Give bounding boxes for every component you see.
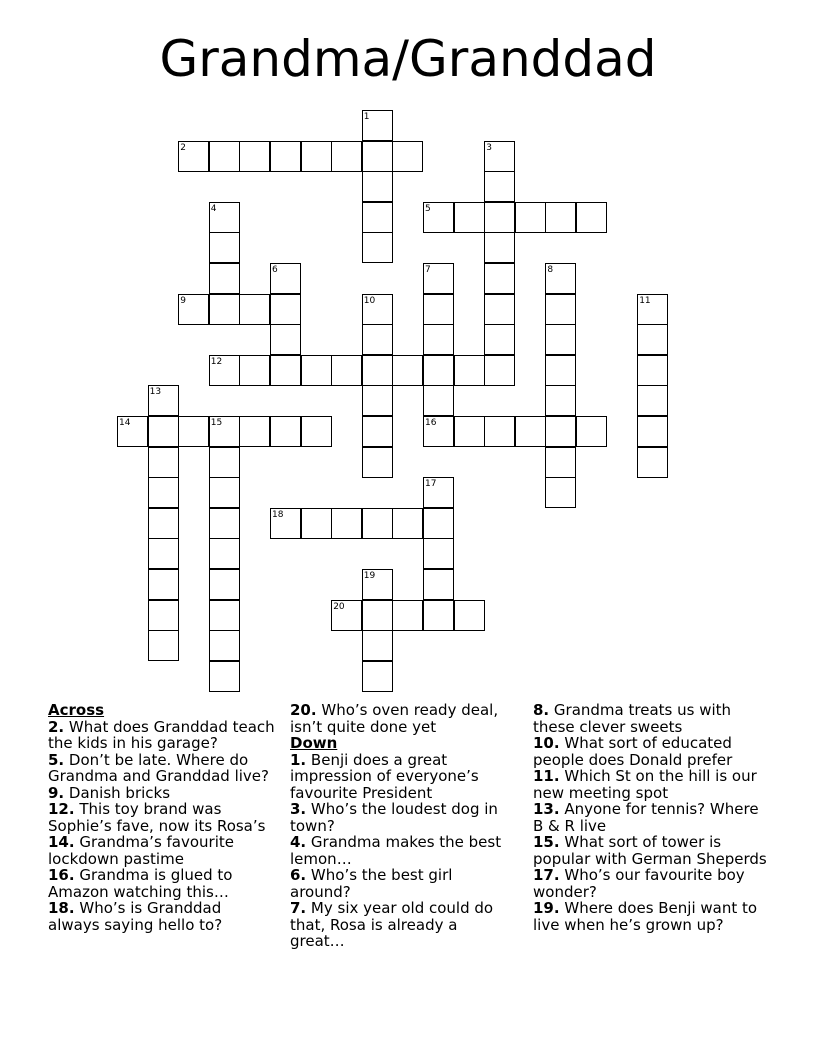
grid-cell[interactable] <box>576 416 607 447</box>
grid-cell[interactable] <box>423 355 454 386</box>
clue-number: 11 <box>639 295 651 306</box>
clue-number: 8 <box>547 265 554 275</box>
grid-cell[interactable] <box>423 569 454 600</box>
page-title: Grandma/Granddad <box>159 30 657 88</box>
clue-number: 17 <box>425 479 437 490</box>
clue-number: 14 <box>119 418 131 428</box>
grid-cell[interactable] <box>362 385 393 416</box>
grid-cell[interactable] <box>454 416 485 447</box>
grid-cell[interactable] <box>178 416 209 447</box>
down-header: Down <box>290 734 338 752</box>
grid-cell[interactable] <box>545 477 576 508</box>
clue-number: 13 <box>149 387 162 398</box>
grid-cell[interactable] <box>209 630 240 661</box>
grid-cell[interactable] <box>362 324 393 355</box>
grid-cell[interactable] <box>209 141 240 172</box>
grid-cell[interactable] <box>331 141 362 172</box>
grid-cell[interactable] <box>270 324 301 355</box>
grid-cell[interactable] <box>239 355 270 386</box>
grid-cell[interactable] <box>148 538 179 569</box>
clue-number: 9 <box>180 295 186 306</box>
clue-number: 3 <box>486 142 492 153</box>
grid-cell[interactable] <box>484 263 515 294</box>
grid-cell[interactable] <box>637 324 668 355</box>
grid-cell[interactable] <box>545 447 576 478</box>
grid-cell[interactable] <box>209 294 240 325</box>
clue-number: 20 <box>333 601 345 612</box>
clue-number: 6 <box>272 265 278 275</box>
grid-cell[interactable] <box>362 661 393 692</box>
grid-cell[interactable] <box>545 355 576 386</box>
grid-cell[interactable] <box>362 171 393 202</box>
grid-cell[interactable] <box>423 294 454 325</box>
grid-cell[interactable] <box>484 355 515 386</box>
grid-cell[interactable] <box>576 202 607 233</box>
grid-cell[interactable] <box>484 171 515 202</box>
grid-cell[interactable] <box>423 508 454 539</box>
clue-down-17: 17. Who’s our favourite boy wonder? <box>533 866 745 901</box>
grid-cell[interactable] <box>148 630 179 661</box>
clue-down-19: 19. Where does Benji want to live when he’s grown up? <box>533 899 758 934</box>
clue-number: 12 <box>210 356 223 367</box>
clue-number: 18 <box>272 509 284 520</box>
clue-number: 16 <box>425 418 437 428</box>
grid-cell[interactable] <box>545 416 576 447</box>
clue-across-9: 9. Danish bricks <box>48 783 171 802</box>
grid-cell[interactable] <box>545 202 576 233</box>
grid-cell[interactable] <box>148 416 179 447</box>
grid-cell[interactable] <box>148 508 179 539</box>
grid-cell[interactable] <box>362 600 393 631</box>
grid-cell[interactable] <box>239 294 270 325</box>
clues-column-2 <box>290 702 516 950</box>
grid-cell[interactable] <box>331 508 362 539</box>
grid-cell[interactable] <box>362 447 393 478</box>
grid-cell[interactable] <box>239 416 270 447</box>
grid-cell[interactable] <box>423 385 454 416</box>
grid-cell[interactable] <box>209 661 240 692</box>
grid-cell[interactable] <box>148 600 179 631</box>
clue-down-8: 8. Grandma treats us with these clever sweets <box>533 701 732 736</box>
clue-down-13: 13. Anyone for tennis? Where B & R live <box>533 800 759 835</box>
grid-cell[interactable] <box>209 477 240 508</box>
grid-cell[interactable] <box>270 141 301 172</box>
grid-cell[interactable] <box>148 477 179 508</box>
clue-down-11: 11. Which St on the hill is our new meeting spot <box>533 767 757 802</box>
grid-cell[interactable] <box>362 202 393 233</box>
grid-cell[interactable] <box>301 416 332 447</box>
grid-cell[interactable] <box>484 202 515 233</box>
grid-cell[interactable] <box>454 202 485 233</box>
clue-number: 5 <box>425 203 431 214</box>
grid-cell[interactable] <box>209 232 240 263</box>
clue-down-1: 1. Benji does a great impression of everyone’s favourite President <box>290 750 479 802</box>
grid-cell[interactable] <box>484 294 515 325</box>
clue-number: 10 <box>363 295 376 306</box>
grid-cell[interactable] <box>392 141 423 172</box>
grid-cell[interactable] <box>637 416 668 447</box>
grid-cell[interactable] <box>362 355 393 386</box>
grid-cell[interactable] <box>484 232 515 263</box>
clue-number: 15 <box>210 418 223 428</box>
clue-number: 7 <box>425 265 431 275</box>
grid-cell[interactable] <box>423 538 454 569</box>
grid-cell[interactable] <box>148 447 179 478</box>
grid-cell[interactable] <box>270 416 301 447</box>
clues-column-3 <box>533 702 773 933</box>
clue-down-15: 15. What sort of tower is popular with German Sheperds <box>533 833 767 868</box>
grid-cell[interactable] <box>515 416 546 447</box>
clues-column-1 <box>48 702 276 933</box>
clue-across-14: 14. Grandma’s favourite lockdown pastime <box>48 833 235 868</box>
grid-cell[interactable] <box>301 508 332 539</box>
grid-cell[interactable] <box>209 508 240 539</box>
clue-number: 4 <box>210 203 217 214</box>
grid-cell[interactable] <box>301 355 332 386</box>
grid-cell[interactable] <box>637 355 668 386</box>
grid-cell[interactable] <box>270 355 301 386</box>
grid-cell[interactable] <box>331 355 362 386</box>
clue-down-3: 3. Who’s the loudest dog in town? <box>290 800 498 835</box>
clue-across-2: 2. What does Granddad teach the kids in his garage? <box>48 717 275 752</box>
clue-across-20: 20. Who’s oven ready deal, isn’t quite done yet <box>290 701 499 736</box>
grid-cell[interactable] <box>362 232 393 263</box>
clue-number: 1 <box>363 112 370 122</box>
grid-cell[interactable] <box>515 202 546 233</box>
grid-cell[interactable] <box>484 324 515 355</box>
grid-cell[interactable] <box>362 630 393 661</box>
across-header: Across <box>48 701 105 719</box>
clue-down-7: 7. My six year old could do that, Rosa is already a great… <box>290 899 494 950</box>
grid-cell[interactable] <box>484 416 515 447</box>
grid-cell[interactable] <box>148 569 179 600</box>
clue-across-18: 18. Who’s is Granddad always saying hello to? <box>48 899 223 934</box>
grid-cell[interactable] <box>454 600 485 631</box>
grid-cell[interactable] <box>545 324 576 355</box>
grid-cell[interactable] <box>423 324 454 355</box>
grid-cell[interactable] <box>545 294 576 325</box>
clue-number: 19 <box>363 571 376 581</box>
clue-number: 2 <box>180 142 186 153</box>
grid-cell[interactable] <box>209 263 240 294</box>
grid-cell[interactable] <box>209 600 240 631</box>
clue-down-6: 6. Who’s the best girl around? <box>290 866 453 901</box>
grid-cell[interactable] <box>392 508 423 539</box>
clue-across-5: 5. Don’t be late. Where do Grandma and Granddad live? <box>48 750 269 785</box>
grid-cell[interactable] <box>545 385 576 416</box>
grid-cell[interactable] <box>301 141 332 172</box>
grid-cell[interactable] <box>239 141 270 172</box>
grid-cell[interactable] <box>209 538 240 569</box>
clue-across-16: 16. Grandma is glued to Amazon watching this… <box>48 866 233 901</box>
grid-cell[interactable] <box>392 600 423 631</box>
grid-cell[interactable] <box>362 141 393 172</box>
grid-cell[interactable] <box>637 385 668 416</box>
grid-cell[interactable] <box>637 447 668 478</box>
grid-cell[interactable] <box>209 569 240 600</box>
grid-cell[interactable] <box>362 508 393 539</box>
grid-cell[interactable] <box>270 294 301 325</box>
grid-cell[interactable] <box>209 447 240 478</box>
clue-down-10: 10. What sort of educated people does Donald prefer <box>533 734 733 769</box>
grid-cell[interactable] <box>362 416 393 447</box>
grid-cell[interactable] <box>454 355 485 386</box>
clue-down-4: 4. Grandma makes the best lemon… <box>290 833 502 868</box>
grid-cell[interactable] <box>392 355 423 386</box>
clue-across-12: 12. This toy brand was Sophie’s fave, now its Rosa’s <box>48 800 266 835</box>
grid-cell[interactable] <box>423 600 454 631</box>
